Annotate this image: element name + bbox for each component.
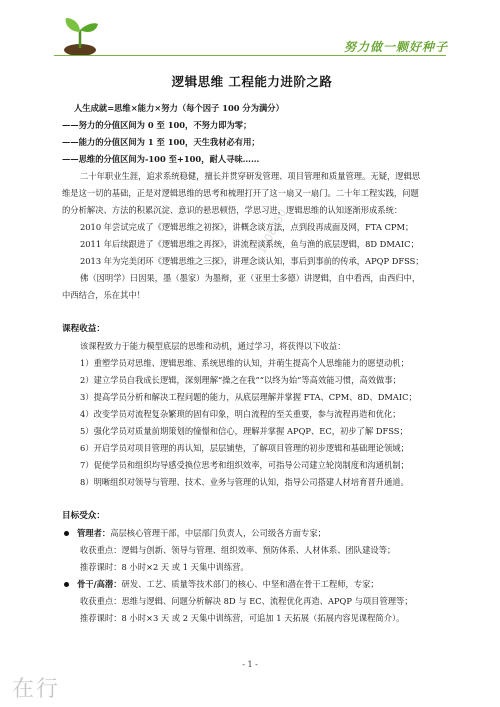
score-line-thinking: ——思维的分值区间为-100 至+100，耐人寻味……: [62, 154, 260, 164]
bullet-icon: [64, 531, 69, 536]
intro-line: 2011 年后续跟进了《逻辑思维之再探》，讲流程谈系统，鱼与渔的底层逻辑，8D DMAIC；: [80, 239, 419, 249]
benefit-item: 3）提高学员分析和解决工程问题的能力，从底层理解并掌握 FTA、CPM、8D、DMAIC；: [80, 392, 417, 402]
score-line-ability: ——能力的分值区间为 1 至 100，天生我材必有用；: [62, 137, 260, 147]
intro-line: 中西结合，乐在其中！: [62, 290, 145, 300]
header-slogan: 努力做一颗好种子: [343, 40, 448, 54]
sprout-icon: [56, 10, 104, 58]
audience-focus: 收获重点：逻辑与创新、领导与管理、组织效率、预防体系、人材体系、团队建设等；: [80, 545, 396, 555]
intro-line: 2010 年尝试完成了《逻辑思维之初探》，讲概念谈方法，点到段再成面及网，FTA CPM；: [80, 222, 414, 232]
watermark: 1008350: [255, 206, 290, 257]
intro-line: 维是这一切的基础，正是对逻辑思维的思考和梳理打开了这一扇又一扇门。二十年工程实践，问题: [62, 188, 419, 198]
page-number: - 1 -: [242, 660, 258, 669]
bullet-icon: [64, 582, 69, 587]
page-header: [0, 0, 500, 62]
benefit-item: 1）重塑学员对思维、逻辑思维、系统思维的认知，并萌生提高个人思维能力的愿望动机；: [80, 358, 409, 368]
score-line-effort: ——努力的分值区间为 0 至 100，不努力即为零；: [62, 120, 252, 130]
formula-line: 人生成就=思维×能力×努力（每个因子 100 分为满分）: [74, 103, 284, 113]
audience-group-managers: [62, 525, 442, 542]
benefit-item: 2）建立学员自我成长逻辑，深刻理解“操之在我”“以终为始”等高效能习惯，高效做事；: [80, 375, 401, 385]
audience-title: 管理者：: [77, 528, 111, 538]
benefit-item: 4）改变学员对流程复杂繁琐的固有印象，明白流程的至关重要，参与流程再造和优化；: [80, 409, 401, 419]
document-body: [62, 62, 442, 627]
page-title: 逻辑思维 工程能力进阶之路: [171, 74, 333, 89]
audience-desc: 研发、工艺、质量等技术部门的核心、中坚和潜在骨干工程师，专家；: [121, 579, 379, 589]
audience-desc: 高层核心管理干部，中层部门负责人，公司级各方面专家；: [110, 528, 326, 538]
benefit-item: 6）开启学员对项目管理的再认知，层层铺垫，了解项目管理的初步逻辑和基础理论领域；: [80, 443, 409, 453]
header-divider: [54, 55, 446, 56]
corner-watermark: 在行: [12, 677, 61, 702]
audience-heading: 目标受众：: [62, 511, 105, 521]
audience-plan: 推荐课时：8 小时×2 天 或 1 天集中训练营。: [80, 562, 249, 572]
audience-title: 骨干/高潜：: [77, 579, 122, 589]
benefits-heading: 课程收益：: [62, 324, 105, 334]
benefit-item: 8）明晰组织对领导与管理、技术、业务与管理的认知，指导公司搭建人材培育晋升通道。: [80, 477, 409, 487]
audience-focus: 收获重点：思维与逻辑、问题分析解决 8D 与 EC、流程优化再造、APQP 与项目管理等；: [80, 596, 413, 606]
intro-line: 佛（因明学）曰因果，墨（墨家）为墨辩，亚（亚里士多德）讲逻辑，自中看西，由西归中，: [80, 273, 421, 283]
intro-line: 的分析解决、方法的积累沉淀、意识的悬思顿悟，学思习进，逻辑思维的认知逐渐形成系统：: [62, 205, 403, 215]
benefit-item: 5）强化学员对质量前期策划的憧憬和信心，理解并掌握 APQP、EC，初步了解 DFSS；: [80, 426, 408, 436]
audience-plan: 推荐课时：8 小时×3 天 或 2 天集中训练营，可追加 1 天拓展（拓展内容见课程简介）。: [80, 613, 405, 623]
intro-line: 2013 年为完美闭环《逻辑思维之三探》，讲理念谈认知，事后到事前的传承，APQP DFSS；: [80, 256, 424, 266]
intro-line: 二十年职业生涯，追求系统稳健，擅长并贯穿研发管理、项目管理和质量管理。无疑，逻辑思: [80, 171, 421, 181]
benefits-intro: 该课程致力于能力模型底层的思维和动机，通过学习，将获得以下收益：: [80, 341, 346, 351]
benefit-item: 7）促使学员和组织均导感受换位思考和组织效率，可指导公司建立轮岗制度和沟通机制；: [80, 460, 409, 470]
audience-group-engineers: [62, 576, 442, 593]
